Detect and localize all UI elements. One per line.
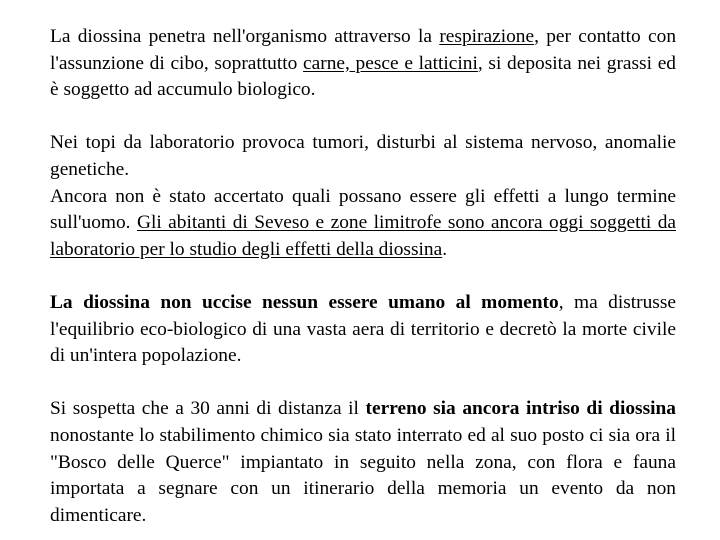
text-segment: Nei topi da laboratorio provoca tumori, disturbi al sistema nervoso, anomalie genetiche.: [50, 132, 676, 180]
paragraph-no-deaths: [50, 290, 676, 370]
paragraph-soil-contamination: [50, 396, 676, 529]
underlined-food-list: carne, pesce e latticini: [303, 52, 478, 74]
paragraph-dioxin-absorption: [50, 24, 676, 104]
paragraph-long-term-effects: [50, 184, 676, 264]
underlined-seveso-statement: Gli abitanti di Seveso e zone limitrofe sono ancora oggi soggetti da laboratorio per lo studio degli effetti della diossina: [50, 212, 677, 260]
bold-soil-statement: terreno sia ancora intriso di diossina: [365, 398, 677, 420]
document-body: [50, 24, 676, 529]
text-segment: , ma distrusse l'equilibrio eco-biologico di una vasta aera di territorio e decretò la morte civile di un'intera popolazione.: [50, 291, 676, 367]
text-segment: .: [442, 238, 448, 260]
text-segment: La diossina penetra nell'organismo attraverso la: [50, 26, 440, 47]
underlined-respirazione: respirazione: [439, 26, 535, 47]
text-segment: nonostante lo stabilimento chimico sia stato interrato ed al suo posto ci sia ora il "Bosco delle Querce" impiantato in seguito nella zona, con flora e fauna importata a segnare con un itinerario della memoria un evento da non dimenticare.: [50, 424, 676, 526]
text-segment: , per contatto con l'assunzione di cibo, soprattutto: [50, 26, 677, 74]
text-segment: , si deposita nei grassi ed è soggetto ad accumulo biologico.: [50, 52, 676, 101]
bold-no-deaths-statement: La diossina non uccise nessun essere umano al momento: [50, 291, 559, 313]
paragraph-lab-mice: [50, 130, 676, 183]
text-segment: Ancora non è stato accertato quali possano essere gli effetti a lungo termine sull'uomo.: [50, 185, 676, 234]
text-segment: Si sospetta che a 30 anni di distanza il: [50, 398, 366, 420]
